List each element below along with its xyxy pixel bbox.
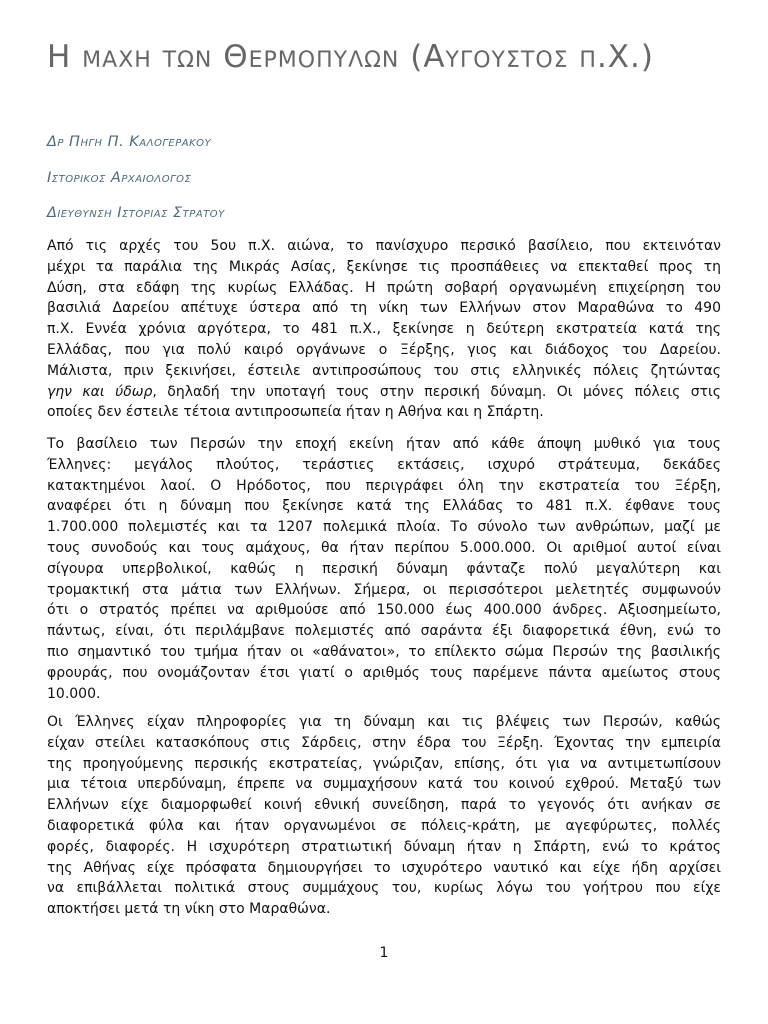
paragraph-line: Από τις αρχές του 5ου π.Χ. αιώνα, το πανίσχυρο περσικό βασίλειο, που εκτεινόταν (47, 238, 721, 254)
paragraph-line (47, 382, 721, 403)
paragraph-line: πιο σημαντικό του τμήμα ήταν οι «αθάνατοι», το επίλεκτο σώμα Περσών της βασιλικής (47, 643, 721, 660)
paragraph-line: 10.000. (47, 685, 101, 702)
paragraph-line: αναφέρει ότι η δύναμη που ξεκίνησε κατά της Ελλάδας το 481 π.Χ. έφθανε τους (47, 498, 721, 515)
paragraph-line: Δύση, στα εδάφη της κυρίως Ελλάδας. Η πρώτη σοβαρή οργανωμένη επιχείρηση του (47, 279, 721, 296)
author-role: Ιστορικος Αρχαιολογος (47, 170, 192, 186)
paragraph-line: π.Χ. Εννέα χρόνια αργότερα, το 481 π.Χ., ξεκίνησε η δεύτερη εκστρατεία κατά της (47, 321, 721, 338)
document-title: Η μαχη των Θερμοπυλων (Αυγουστος π.Χ.) (47, 39, 654, 75)
paragraph-3 (47, 712, 721, 920)
paragraph-line: κατακτημένοι λαοί. Ο Ηρόδοτος, που περιγράφει όλη την εκστρατεία του Ξέρξη, (47, 477, 721, 494)
author-department: Διευθυνση Ιστοριας Στρατου (47, 205, 225, 221)
paragraph-line: 1.700.000 πολεμιστές και τα 1207 πολεμικά πλοία. Το σύνολο των ανθρώπων, μαζί με (47, 519, 721, 536)
paragraph-line: διαφορετικά φύλα και ήταν οργανωμένοι σε πόλεις-κράτη, με αγεφύρωτες, πολλές (47, 817, 721, 834)
page-number: 1 (379, 945, 389, 961)
paragraph-line: Το βασίλειο των Περσών την εποχή εκείνη ήταν από κάθε άποψη μυθικό για τους (47, 436, 721, 452)
paragraph-line: πάντως, είναι, ότι περιλάμβανε πολεμιστές από σαράντα έξι διαφορετικά έθνη, ενώ το (47, 623, 721, 640)
paragraph-line: τρομακτική στα μάτια των Ελλήνων. Σήμερα, οι περισσότεροι μελετητές συμφωνούν (47, 581, 721, 598)
paragraph-line: Έλληνες: μεγάλος πλούτος, τεράστιες εκτάσεις, ισχυρό στράτευμα, δεκάδες (47, 456, 721, 473)
paragraph-line: τους συνοδούς και τους αμάχους, θα ήταν περίπου 5.000.000. Οι αριθμοί αυτοί είναι (47, 539, 721, 556)
paragraph-line: μια τέτοια υπερδύναμη, έπρεπε να συμμαχήσουν κατά του κοινού εχθρού. Μεταξύ των (47, 776, 721, 793)
author-name: Δρ Πηγη Π. Καλογερακου (47, 134, 212, 150)
emphasis-text: γην και ύδωρ (47, 383, 153, 400)
paragraph-line: Μάλιστα, πριν ξεκινήσει, έστειλε αντιπροσώπους του στις ελληνικές πόλεις ζητώντας (47, 362, 721, 379)
paragraph-line: της Αθήνας είχε πρόσφατα δημιουργήσει το ισχυρότερο ναυτικό και είχε ήδη αρχίσει (47, 859, 721, 876)
paragraph-2 (47, 434, 721, 704)
paragraph-line: Οι Έλληνες είχαν πληροφορίες για τη δύναμη και τις βλέψεις των Περσών, καθώς (47, 714, 721, 730)
paragraph-line: αποκτήσει μετά τη νίκη στο Μαραθώνα. (47, 901, 331, 918)
paragraph-line: Ελλήνων είχε διαμορφωθεί κοινή εθνική συνείδηση, παρά το γεγονός ότι ανήκαν σε (47, 797, 721, 814)
paragraph-line: να επιβάλλεται πολιτικά στους συμμάχους του, κυρίως λόγω του γοήτρου που είχε (47, 880, 721, 897)
paragraph-line: σίγουρα υπερβολικοί, καθώς η περσική δύναμη φάνταζε πολύ μεγαλύτερη και (47, 560, 721, 577)
paragraph-line: φορές, διαφορές. Η ισχυρότερη στρατιωτική δύναμη ήταν η Σπάρτη, ενώ το κράτος (47, 838, 721, 855)
paragraph-1 (47, 236, 721, 423)
paragraph-line: είχαν στείλει κατασκόπους στις Σάρδεις, στην έδρα του Ξέρξη. Έχοντας την εμπειρία (47, 734, 721, 751)
paragraph-line: βασιλιά Δαρείου απέτυχε ύστερα από τη νίκη των Ελλήνων στον Μαραθώνα το 490 (47, 300, 721, 317)
paragraph-line: φρουράς, που ονομάζονταν έτσι γιατί ο αριθμός τους παρέμενε πάντα αμείωτος στους (47, 664, 721, 681)
paragraph-line: οποίες δεν έστειλε τέτοια αντιπροσωπεία ήταν η Αθήνα και η Σπάρτη. (47, 404, 544, 421)
paragraph-text: , δηλαδή την υποταγή τους στην περσική δύναμη. Οι μόνες πόλεις στις (152, 383, 722, 400)
paragraph-line: μέχρι τα παράλια της Μικράς Ασίας, ξεκίνησε τις προσπάθειες να επεκταθεί προς τη (47, 258, 721, 275)
paragraph-line: ότι ο στρατός πρέπει να αριθμούσε από 150.000 έως 400.000 άνδρες. Αξιοσημείωτο, (47, 602, 721, 619)
paragraph-line: Ελλάδας, που για πολύ καιρό οργάνωνε ο Ξέρξης, γιος και διάδοχος του Δαρείου. (47, 341, 721, 358)
paragraph-line: της προηγούμενης περσικής εκστρατείας, γνώριζαν, επίσης, ότι για να αντιμετωπίσουν (47, 755, 721, 772)
